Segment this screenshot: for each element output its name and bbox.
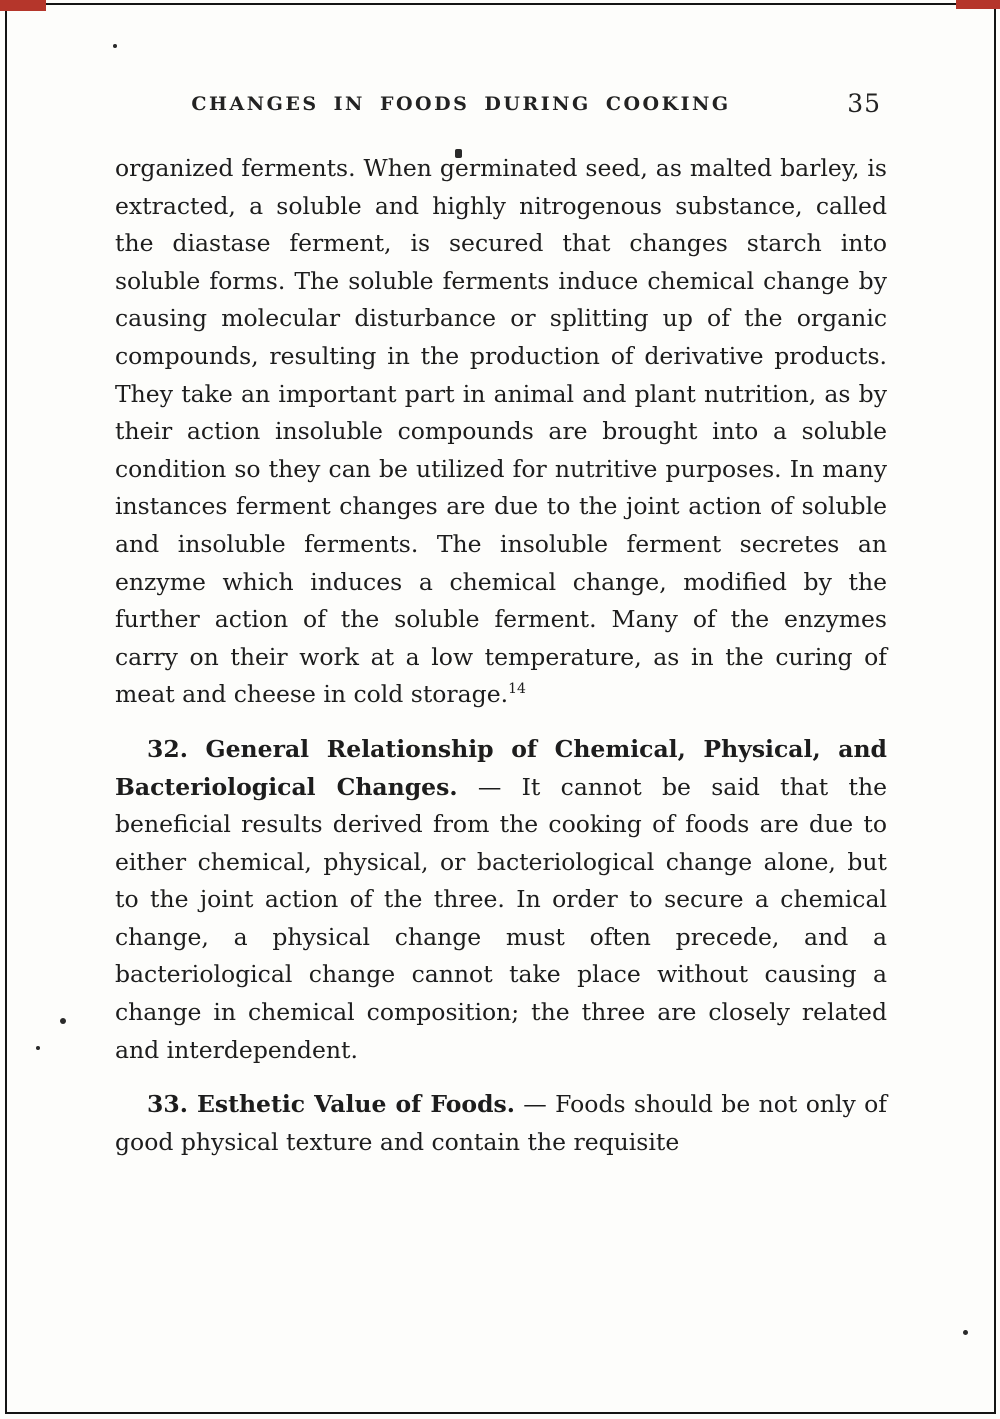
paragraph-text: organized ferments. When germinated seed, as malted barley, is extracted, a soluble and highly nitrogenous substance, called the diastase ferment, is secured that changes starch into soluble forms. The soluble ferments induce chemical change by causing molecular disturbance or splitting up of the organic compounds, resulting in the production of derivative products. They take an important part in animal and plant nutrition, as by their action insoluble compounds are brought into a soluble condition so they can be utilized for nutritive purposes. In many instances ferment changes are due to the joint action of soluble and insoluble ferments. The insoluble ferment secretes an enzyme which induces a chemical change, modified by the further action of the soluble ferment. Many of the enzymes carry on their work at a low temperature, as in the curing of meat and cheese in cold storage. xyxy=(115,154,887,709)
paragraph-text: — It cannot be said that the beneficial results derived from the cooking of foods are due to either chemical, physical, or bacteriological change alone, but to the joint action of the three. In order to secure a chemical change, a physical change must often precede, and a bacteriological change cannot take place without causing a change in chemical composition; the three are closely related and interdependent. xyxy=(115,772,887,1064)
paragraph-text: — Foods should be not only of good physical texture and contain the requisite xyxy=(115,1090,887,1156)
paragraph-section-33 xyxy=(115,1086,887,1161)
scan-artifact-top-left xyxy=(0,0,46,11)
section-heading-33: 33. Esthetic Value of Foods. xyxy=(147,1090,515,1119)
scan-artifact-top-right xyxy=(956,0,1000,9)
section-heading-32: 32. General Relationship of Chemical, Physical, and Bacteriological Changes. xyxy=(115,734,887,801)
ink-speck xyxy=(36,1046,40,1050)
running-header xyxy=(115,89,887,123)
running-head-title: CHANGES IN FOODS DURING COOKING xyxy=(191,93,731,115)
paragraph-ferments xyxy=(115,150,887,714)
page-number: 35 xyxy=(847,89,881,118)
ink-speck xyxy=(60,1018,66,1024)
page-body xyxy=(115,150,887,1161)
ink-speck xyxy=(113,44,117,48)
paragraph-section-32 xyxy=(115,731,887,1069)
ink-speck xyxy=(963,1330,968,1335)
footnote-reference: 14 xyxy=(508,681,526,698)
